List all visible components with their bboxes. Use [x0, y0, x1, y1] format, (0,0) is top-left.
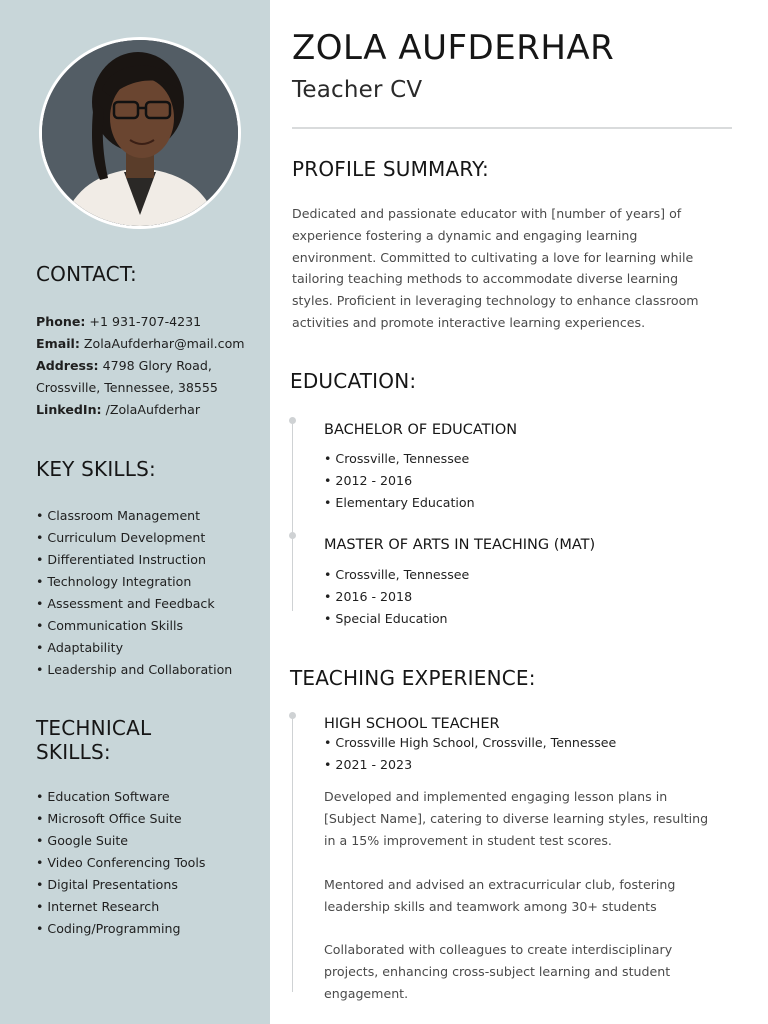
timeline-dot — [289, 712, 296, 719]
linkedin-value: /ZolaAufderhar — [101, 402, 200, 417]
degree-details — [324, 448, 475, 513]
list-item: • Digital Presentations — [36, 877, 178, 892]
contact-phone — [36, 311, 245, 333]
list-item: • Microsoft Office Suite — [36, 811, 182, 826]
technical-skills-title-line1: TECHNICAL — [36, 716, 152, 740]
degree-details — [324, 564, 469, 629]
technical-skills-title — [36, 716, 151, 764]
paragraph-line: projects, enhancing cross-subject learning and student — [324, 963, 671, 979]
address-line2: Crossville, Tennessee, 38555 — [36, 380, 218, 395]
list-item: • Crossville, Tennessee — [324, 567, 470, 582]
degree-title: MASTER OF ARTS IN TEACHING (MAT) — [324, 537, 596, 553]
profile-summary-text — [292, 203, 699, 334]
list-item: • Crossville, Tennessee — [324, 451, 470, 466]
experience-title: TEACHING EXPERIENCE: — [290, 666, 536, 690]
phone-label: Phone: — [36, 314, 86, 329]
list-item: • Assessment and Feedback — [36, 596, 215, 611]
paragraph-line: activities and promote interactive learning experiences. — [292, 314, 646, 330]
address-line1: 4798 Glory Road, — [98, 358, 212, 373]
key-skills-list — [36, 505, 232, 681]
education-timeline — [292, 421, 293, 611]
list-item: • Elementary Education — [324, 494, 475, 510]
sidebar — [0, 0, 270, 1024]
cv-subtitle: Teacher CV — [292, 77, 423, 103]
list-item: • 2012 - 2016 — [324, 472, 413, 488]
list-item: • Coding/Programming — [36, 921, 181, 936]
paragraph-line: Dedicated and passionate educator with [number of years] of — [292, 206, 682, 221]
contact-email — [36, 333, 245, 355]
contact-title: CONTACT: — [36, 262, 137, 286]
paragraph-line: Developed and implemented engaging lesson plans in — [324, 789, 668, 804]
timeline-dot — [289, 532, 296, 539]
email-value: ZolaAufderhar@mail.com — [79, 336, 245, 351]
address-label: Address: — [36, 358, 99, 373]
paragraph-line: engagement. — [324, 985, 409, 1001]
paragraph-line: leadership skills and teamwork among 30+ students — [324, 898, 657, 914]
paragraph-line: Collaborated with colleagues to create interdisciplinary — [324, 942, 673, 957]
paragraph-line: styles. Proficient in leveraging technology to enhance classroom — [292, 293, 699, 309]
person-name: ZOLA AUFDERHAR — [292, 28, 615, 68]
header-divider — [292, 127, 732, 129]
list-item: • Curriculum Development — [36, 530, 206, 545]
technical-skills-title-line2: SKILLS: — [36, 740, 111, 764]
contact-address — [36, 355, 245, 377]
list-item: • 2016 - 2018 — [324, 588, 413, 604]
degree-title: BACHELOR OF EDUCATION — [324, 422, 518, 438]
key-skills-title: KEY SKILLS: — [36, 457, 156, 481]
list-item: • Differentiated Instruction — [36, 552, 206, 567]
list-item: • Technology Integration — [36, 574, 192, 589]
list-item: • Education Software — [36, 789, 170, 804]
experience-timeline — [292, 716, 293, 992]
paragraph-line: environment. Committed to cultivating a love for learning while — [292, 249, 694, 265]
experience-paragraph-2 — [324, 874, 675, 918]
linkedin-label: LinkedIn: — [36, 402, 102, 417]
phone-value: +1 931-707-4231 — [85, 314, 202, 329]
profile-summary-title: PROFILE SUMMARY: — [292, 157, 489, 181]
list-item: • Adaptability — [36, 640, 124, 655]
experience-paragraph-1 — [324, 786, 708, 851]
list-item: • Internet Research — [36, 899, 160, 914]
experience-paragraph-3 — [324, 939, 672, 1004]
list-item: • Leadership and Collaboration — [36, 662, 233, 677]
list-item: • Communication Skills — [36, 618, 184, 633]
job-title: HIGH SCHOOL TEACHER — [324, 716, 500, 732]
list-item: • Special Education — [324, 610, 448, 626]
email-label: Email: — [36, 336, 80, 351]
education-title: EDUCATION: — [290, 369, 417, 393]
paragraph-line: experience fostering a dynamic and engaging learning — [292, 227, 638, 243]
list-item: • Video Conferencing Tools — [36, 855, 206, 870]
paragraph-line: Mentored and advised an extracurricular club, fostering — [324, 877, 676, 892]
contact-details — [36, 311, 245, 421]
contact-linkedin — [36, 399, 245, 421]
list-item: • Classroom Management — [36, 508, 201, 523]
paragraph-line: in a 15% improvement in student test scores. — [324, 832, 612, 848]
paragraph-line: [Subject Name], catering to diverse learning styles, resulting — [324, 810, 709, 826]
profile-photo — [39, 37, 241, 229]
list-item: • Crossville High School, Crossville, Tennessee — [324, 735, 617, 750]
paragraph-line: tailoring teaching methods to accommodate diverse learning — [292, 271, 679, 287]
job-details — [324, 732, 616, 776]
technical-skills-list — [36, 786, 205, 940]
portrait-image — [42, 40, 238, 226]
list-item: • 2021 - 2023 — [324, 756, 413, 772]
timeline-dot — [289, 417, 296, 424]
list-item: • Google Suite — [36, 833, 129, 848]
